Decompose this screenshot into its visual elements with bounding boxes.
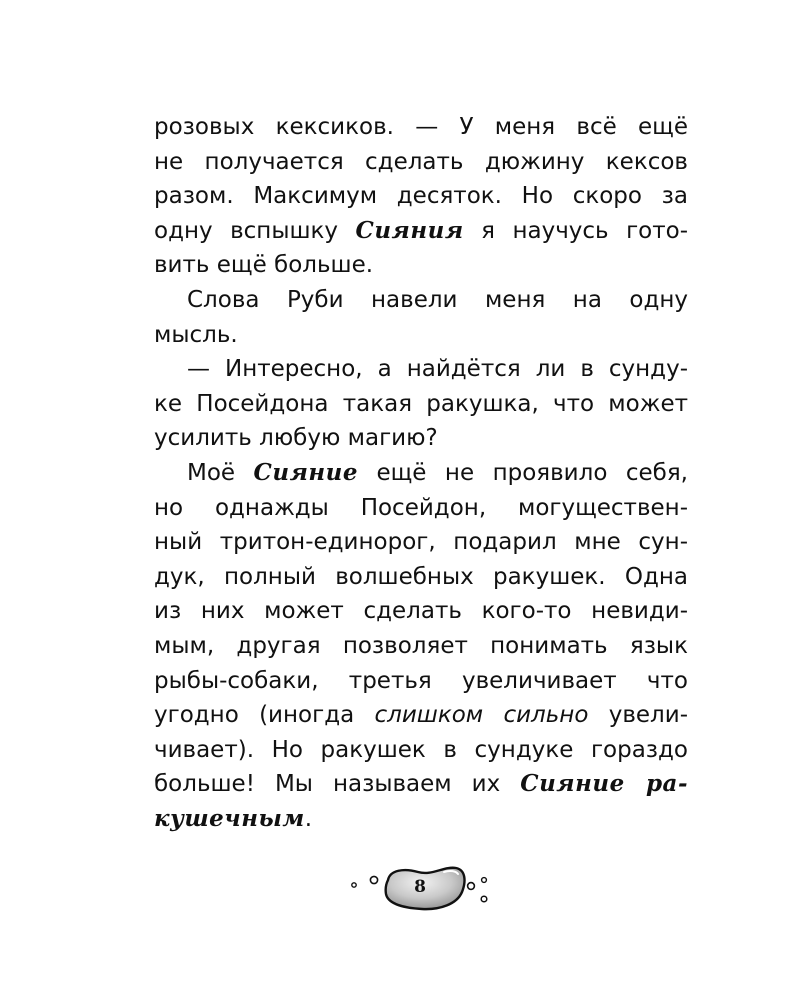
text-line: усилить любую магию? xyxy=(154,425,438,452)
page-footer xyxy=(340,858,500,918)
text-line: рыбы-собаки, третья увеличивает что xyxy=(154,667,688,694)
body-text xyxy=(154,110,688,836)
text-line: дук, полный волшебных ракушек. Одна xyxy=(154,563,688,590)
italic-phrase: слишком сильно xyxy=(374,702,589,729)
emphasis-term: Сияния xyxy=(355,216,464,244)
text-line: но однажды Посейдон, могуществен- xyxy=(154,494,688,521)
page-number: 8 xyxy=(414,877,426,897)
text-line: ке Посейдона такая ракушка, что может xyxy=(154,390,688,417)
text-line: кушечным. xyxy=(154,804,313,832)
text-line: разом. Максимум десяток. Но скоро за xyxy=(154,183,688,210)
text-line: чивает). Но ракушек в сундуке гораздо xyxy=(154,736,688,763)
text-line: больше! Мы называем их Сияние ра- xyxy=(154,770,688,798)
text-line: розовых кексиков. — У меня всё ещё xyxy=(154,114,688,140)
text-line: Моё Сияние ещё не проявило себя, xyxy=(187,458,688,486)
text-line: ный тритон-единорог, подарил мне сун- xyxy=(154,529,688,556)
text-line: не получается сделать дюжину кексов xyxy=(154,148,688,175)
text-line: мым, другая позволяет понимать язык xyxy=(154,632,688,659)
emphasis-term: Сияние ра- xyxy=(520,770,688,798)
emphasis-term: Сияние xyxy=(253,458,359,486)
emphasis-term: кушечным xyxy=(154,804,305,832)
text-line: мысль. xyxy=(154,321,238,348)
text-line: одну вспышку Сияния я научусь гото- xyxy=(154,216,688,244)
text-line: из них может сделать кого-то невиди- xyxy=(154,598,688,625)
text-line: — Интересно, а найдётся ли в сунду- xyxy=(187,356,688,383)
text-line: Слова Руби навели меня на одну xyxy=(187,286,688,313)
text-line: вить ещё больше. xyxy=(154,252,374,279)
text-line: угодно (иногда слишком сильно увели- xyxy=(154,702,688,729)
